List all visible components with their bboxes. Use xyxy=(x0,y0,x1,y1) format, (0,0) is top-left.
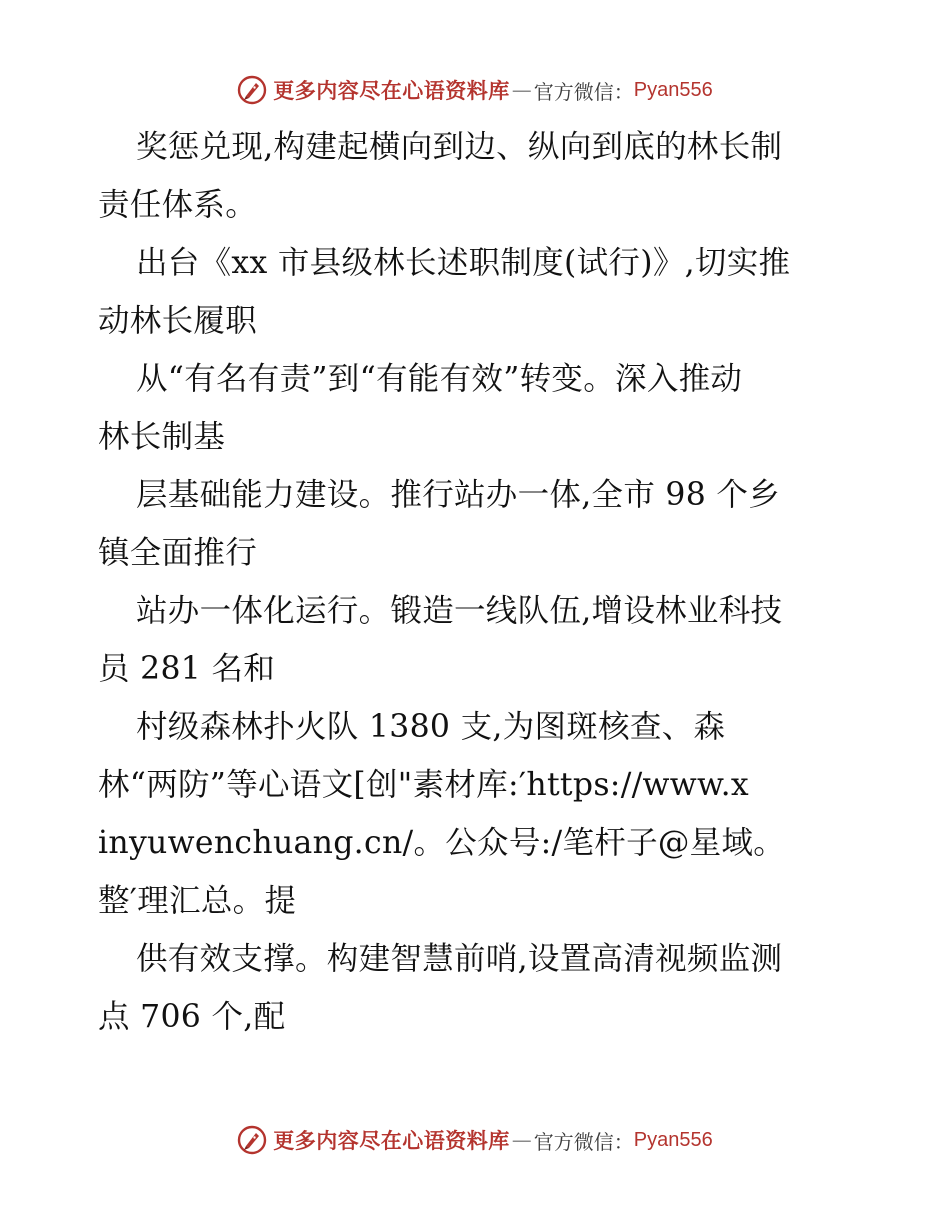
text-line: 责任体系。 xyxy=(98,187,258,223)
banner-wechat-label: 官方微信： xyxy=(533,79,634,104)
footer-banner xyxy=(0,1120,950,1160)
text-line: 镇全面推行 xyxy=(98,535,258,571)
header-banner xyxy=(0,70,950,110)
pen-nib-logo-icon xyxy=(237,1125,267,1155)
document-body xyxy=(98,118,878,1046)
text-line: 动林长履职 xyxy=(98,303,258,339)
text-line: 层基础能力建设。推行站办一体,全市 98 个乡 xyxy=(136,477,781,513)
banner-title: 更多内容尽在心语资料库 xyxy=(273,1128,510,1153)
text-line: 出台《xx 市县级林长述职制度(试行)》,切实推 xyxy=(136,245,791,281)
text-line: 从“有名有责”到“有能有效”转变。深入推动 xyxy=(136,361,743,397)
banner-wechat-label: 官方微信： xyxy=(533,1129,634,1154)
text-line: inyuwenchuang.cn/。公众号:/笔杆子@星域。 xyxy=(98,825,786,861)
banner-wechat-handle: Pyan556 xyxy=(633,1128,713,1151)
banner-dash: — xyxy=(511,1128,532,1152)
banner-title: 更多内容尽在心语资料库 xyxy=(273,78,510,103)
banner-wechat-handle: Pyan556 xyxy=(633,78,713,101)
text-line: 奖惩兑现,构建起横向到边、纵向到底的林长制 xyxy=(136,129,783,165)
text-line: 村级森林扑火队 1380 支,为图斑核查、森 xyxy=(136,709,726,745)
banner-dash: — xyxy=(511,78,532,102)
text-line: 整′理汇总。提 xyxy=(98,883,297,919)
text-line: 站办一体化运行。锻造一线队伍,增设林业科技 xyxy=(136,593,783,629)
text-line: 供有效支撑。构建智慧前哨,设置高清视频监测 xyxy=(136,941,783,977)
text-line: 员 281 名和 xyxy=(98,651,276,687)
text-line: 林长制基 xyxy=(98,419,226,455)
text-line: 点 706 个,配 xyxy=(98,999,286,1035)
text-line: 林“两防”等心语文[创"素材库:′https://www.x xyxy=(98,767,749,803)
pen-nib-logo-icon xyxy=(237,75,267,105)
